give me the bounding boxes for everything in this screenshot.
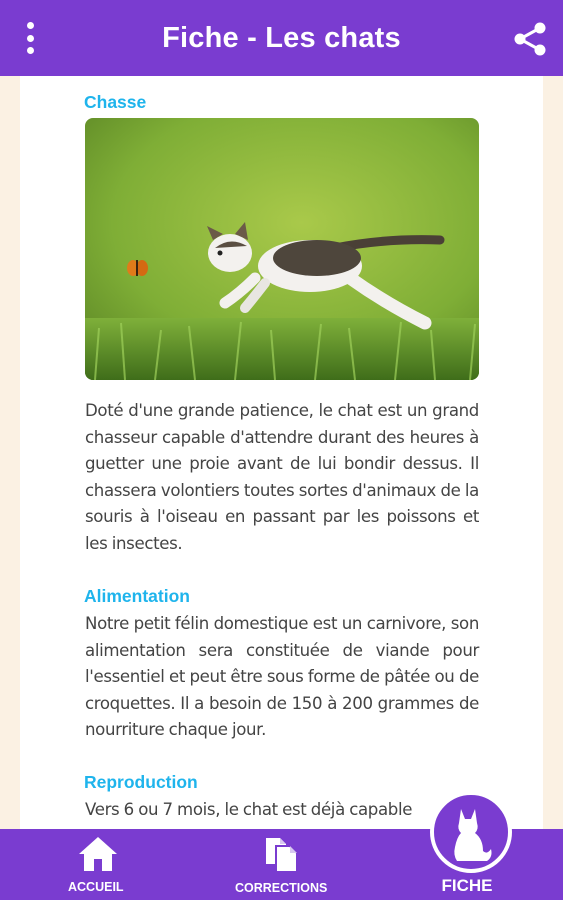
section-title-alimentation: Alimentation bbox=[84, 586, 190, 606]
section-title-chasse: Chasse bbox=[84, 92, 147, 112]
alimentation-paragraph: Notre petit félin domestique est un carnivore, son alimentation sera constituée de viande pour l'essentiel et peut être sous forme de pâtée ou de croquettes. Il a besoin de 150 à 200 grammes de nourriture chaque jour. bbox=[85, 614, 479, 739]
kitten-photo bbox=[85, 118, 479, 380]
page-title: Fiche - Les chats bbox=[162, 22, 401, 54]
share-icon[interactable] bbox=[511, 20, 549, 58]
nav-accueil-label: ACCUEIL bbox=[68, 880, 124, 894]
nav-fiche-button[interactable] bbox=[430, 791, 512, 873]
nav-accueil[interactable] bbox=[60, 829, 136, 900]
nav-fiche-label: FICHE bbox=[441, 876, 493, 895]
documents-icon bbox=[263, 832, 301, 874]
nav-corrections-label: CORRECTIONS bbox=[235, 881, 328, 895]
app-bar bbox=[0, 0, 563, 76]
home-icon bbox=[77, 835, 119, 873]
reproduction-paragraph: Vers 6 ou 7 mois, le chat est déjà capable bbox=[85, 800, 413, 819]
chasse-paragraph: Doté d'une grande patience, le chat est un grand chasseur capable d'attendre durant des heures à guetter une proie avant de lui bondir dessus. Il chassera volontiers toutes sortes d'animaux de la souris à l'oiseau en passant par les poissons et les insectes. bbox=[85, 401, 479, 553]
nav-corrections[interactable] bbox=[226, 829, 336, 900]
fiche-content[interactable] bbox=[20, 76, 543, 829]
section-title-reproduction: Reproduction bbox=[84, 772, 198, 792]
cat-icon bbox=[447, 805, 495, 863]
